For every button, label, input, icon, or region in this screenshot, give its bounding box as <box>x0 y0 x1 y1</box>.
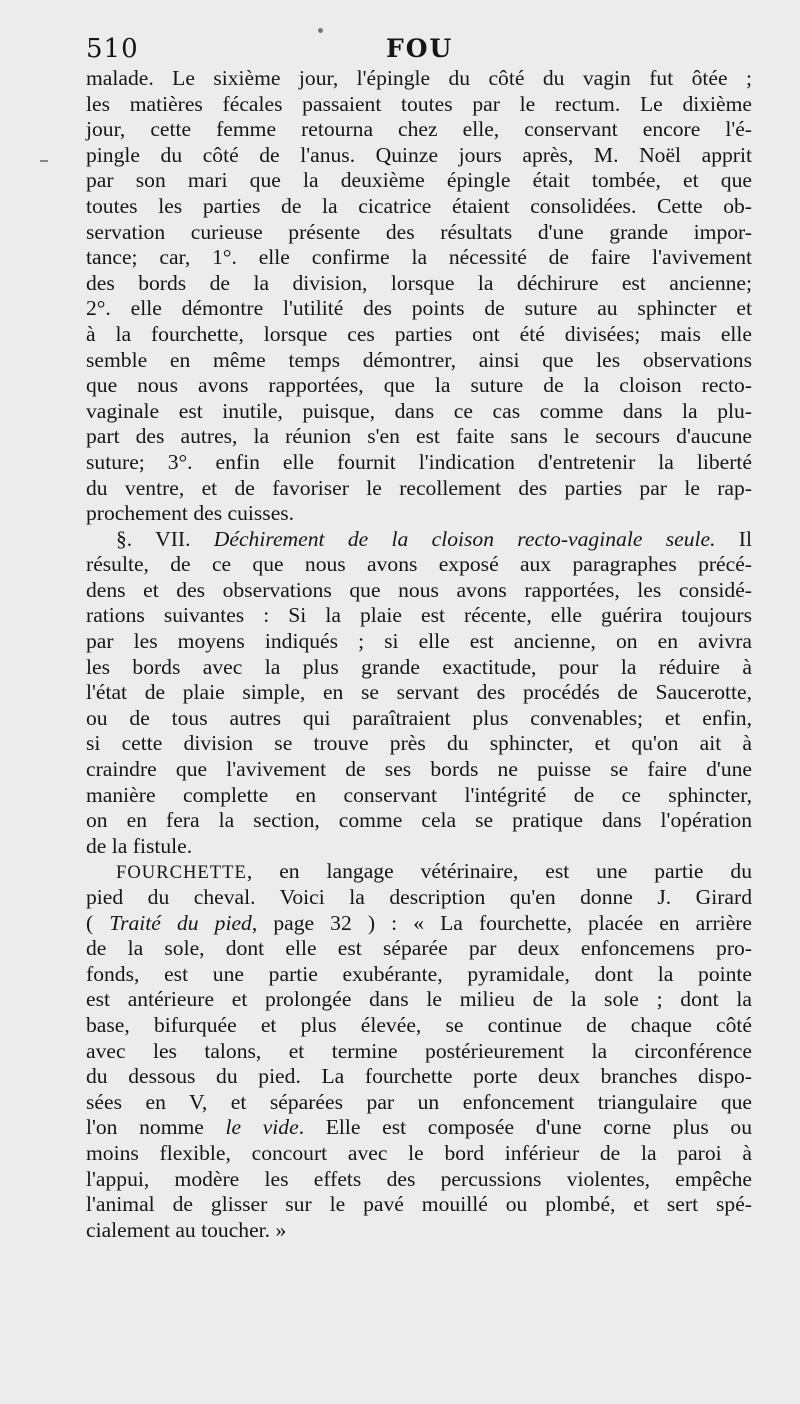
entry-first-line: , en langage vétérinaire, est une partie du <box>246 859 752 884</box>
text-line: sées en V, et séparées par un enfoncement triangulaire que <box>86 1089 752 1114</box>
vide-post: . Elle est composée d'une corne plus ou <box>298 1115 753 1140</box>
page-header <box>86 34 752 68</box>
section-number: §. VII. <box>116 526 191 551</box>
text-line: pingle du côté de l'anus. Quinze jours après, M. Noël apprit <box>86 142 752 167</box>
section-heading-line <box>86 527 752 553</box>
text-line <box>86 1115 752 1141</box>
text-line: semble en même temps démontrer, ainsi que les observations <box>86 347 752 372</box>
running-head: FOU <box>386 34 454 63</box>
citation-title: Traité du pied <box>109 910 252 935</box>
text-line: par les moyens indiqués ; si elle est ancienne, on en avivra <box>86 629 752 654</box>
text-line: pied du cheval. Voici la description qu'en donne J. Girard <box>86 885 752 909</box>
text-line: les bords avec la plus grande exactitude, pour la réduire à <box>86 654 752 679</box>
text-line: les matières fécales passaient toutes par le rectum. Le dixième <box>86 91 752 116</box>
entry-term: FOURCHETTE <box>116 862 247 884</box>
citation-rest: , page 32 ) : « La fourchette, placée en arrière <box>251 910 753 935</box>
text-line: servation curieuse présente des résultats d'une grande impor- <box>86 219 752 244</box>
text-line: malade. Le sixième jour, l'épingle du côté du vagin fut ôtée ; <box>86 66 752 90</box>
entry-heading-line <box>86 859 752 885</box>
citation-line: ( Traité du pied, page 32 ) : « La fourchette, placée en arrière <box>86 910 753 935</box>
text-line: dens et des observations que nous avons rapportées, les considé- <box>86 577 752 602</box>
text-line: si cette division se trouve près du sphincter, et qu'on ait à <box>86 731 752 756</box>
text-line: suture; 3°. enfin elle fournit l'indication d'entretenir la liberté <box>86 449 752 474</box>
text-line: prochement des cuisses. <box>86 501 295 526</box>
section-heading: Déchirement de la cloison recto-vaginale seule. <box>213 526 716 551</box>
text-line: des bords de la division, lorsque la déchirure est ancienne; <box>86 270 752 295</box>
page-number: 510 <box>86 34 139 64</box>
text-line: rations suivantes : Si la plaie est récente, elle guérira toujours <box>86 603 752 628</box>
margin-mark <box>40 160 48 162</box>
text-line: l'animal de glisser sur le pavé mouillé ou plombé, et sert spé- <box>86 1192 752 1217</box>
text-line: tance; car, 1°. elle confirme la nécessité de faire l'avivement <box>86 245 752 270</box>
text-line: de la fistule. <box>86 833 193 858</box>
section-first-word: Il <box>738 526 752 551</box>
text-line: craindre que l'avivement de ses bords ne puisse se faire d'une <box>86 757 752 782</box>
text-line: 2°. elle démontre l'utilité des points de suture au sphincter et <box>86 296 752 321</box>
text-line: est antérieure et prolongée dans le milieu de la sole ; dont la <box>86 987 752 1012</box>
vide-term: le vide <box>225 1115 299 1140</box>
text-line: du ventre, et de favoriser le recollement des parties par le rap- <box>86 475 752 500</box>
text-line: vaginale est inutile, puisque, dans ce cas comme dans la plu- <box>86 398 752 423</box>
text-line: de la sole, dont elle est séparée par deux enfoncemens pro- <box>86 936 752 961</box>
text-line: jour, cette femme retourna chez elle, conservant encore l'é- <box>86 117 752 142</box>
text-line: manière complette en conservant l'intégrité de ce sphincter, <box>86 782 752 807</box>
text-line: fonds, est une partie exubérante, pyramidale, dont la pointe <box>86 961 752 986</box>
text-line: par son mari que la deuxième épingle était tombée, et que <box>86 168 752 193</box>
text-line: avec les talons, et termine postérieurement la circonférence <box>86 1038 752 1063</box>
text-line: toutes les parties de la cicatrice étaient consolidées. Cette ob- <box>86 193 752 218</box>
text-line: l'état de plaie simple, en se servant des procédés de Saucerotte, <box>86 680 752 705</box>
text-line: à la fourchette, lorsque ces parties ont été divisées; mais elle <box>86 321 752 346</box>
text-line: part des autres, la réunion s'en est faite sans le secours d'aucune <box>86 424 752 449</box>
print-mark <box>318 28 323 33</box>
body-text <box>86 66 752 1243</box>
text-line: résulte, de ce que nous avons exposé aux paragraphes précé- <box>86 552 752 577</box>
text-line: cialement au toucher. » <box>86 1217 287 1242</box>
vide-pre: l'on nomme <box>86 1115 226 1140</box>
text-line: on en fera la section, comme cela se pratique dans l'opération <box>86 808 752 833</box>
text-line: moins flexible, concourt avec le bord inférieur de la paroi à <box>86 1140 752 1165</box>
text-line: l'appui, modère les effets des percussions violentes, empêche <box>86 1166 752 1191</box>
text-line: ou de tous autres qui paraîtraient plus convenables; et enfin, <box>86 705 752 730</box>
text-line: base, bifurquée et plus élevée, se continue de chaque côté <box>86 1012 752 1037</box>
text-line: du dessous du pied. La fourchette porte deux branches dispo- <box>86 1064 752 1089</box>
text-line: que nous avons rapportées, que la suture de la cloison recto- <box>86 373 752 398</box>
